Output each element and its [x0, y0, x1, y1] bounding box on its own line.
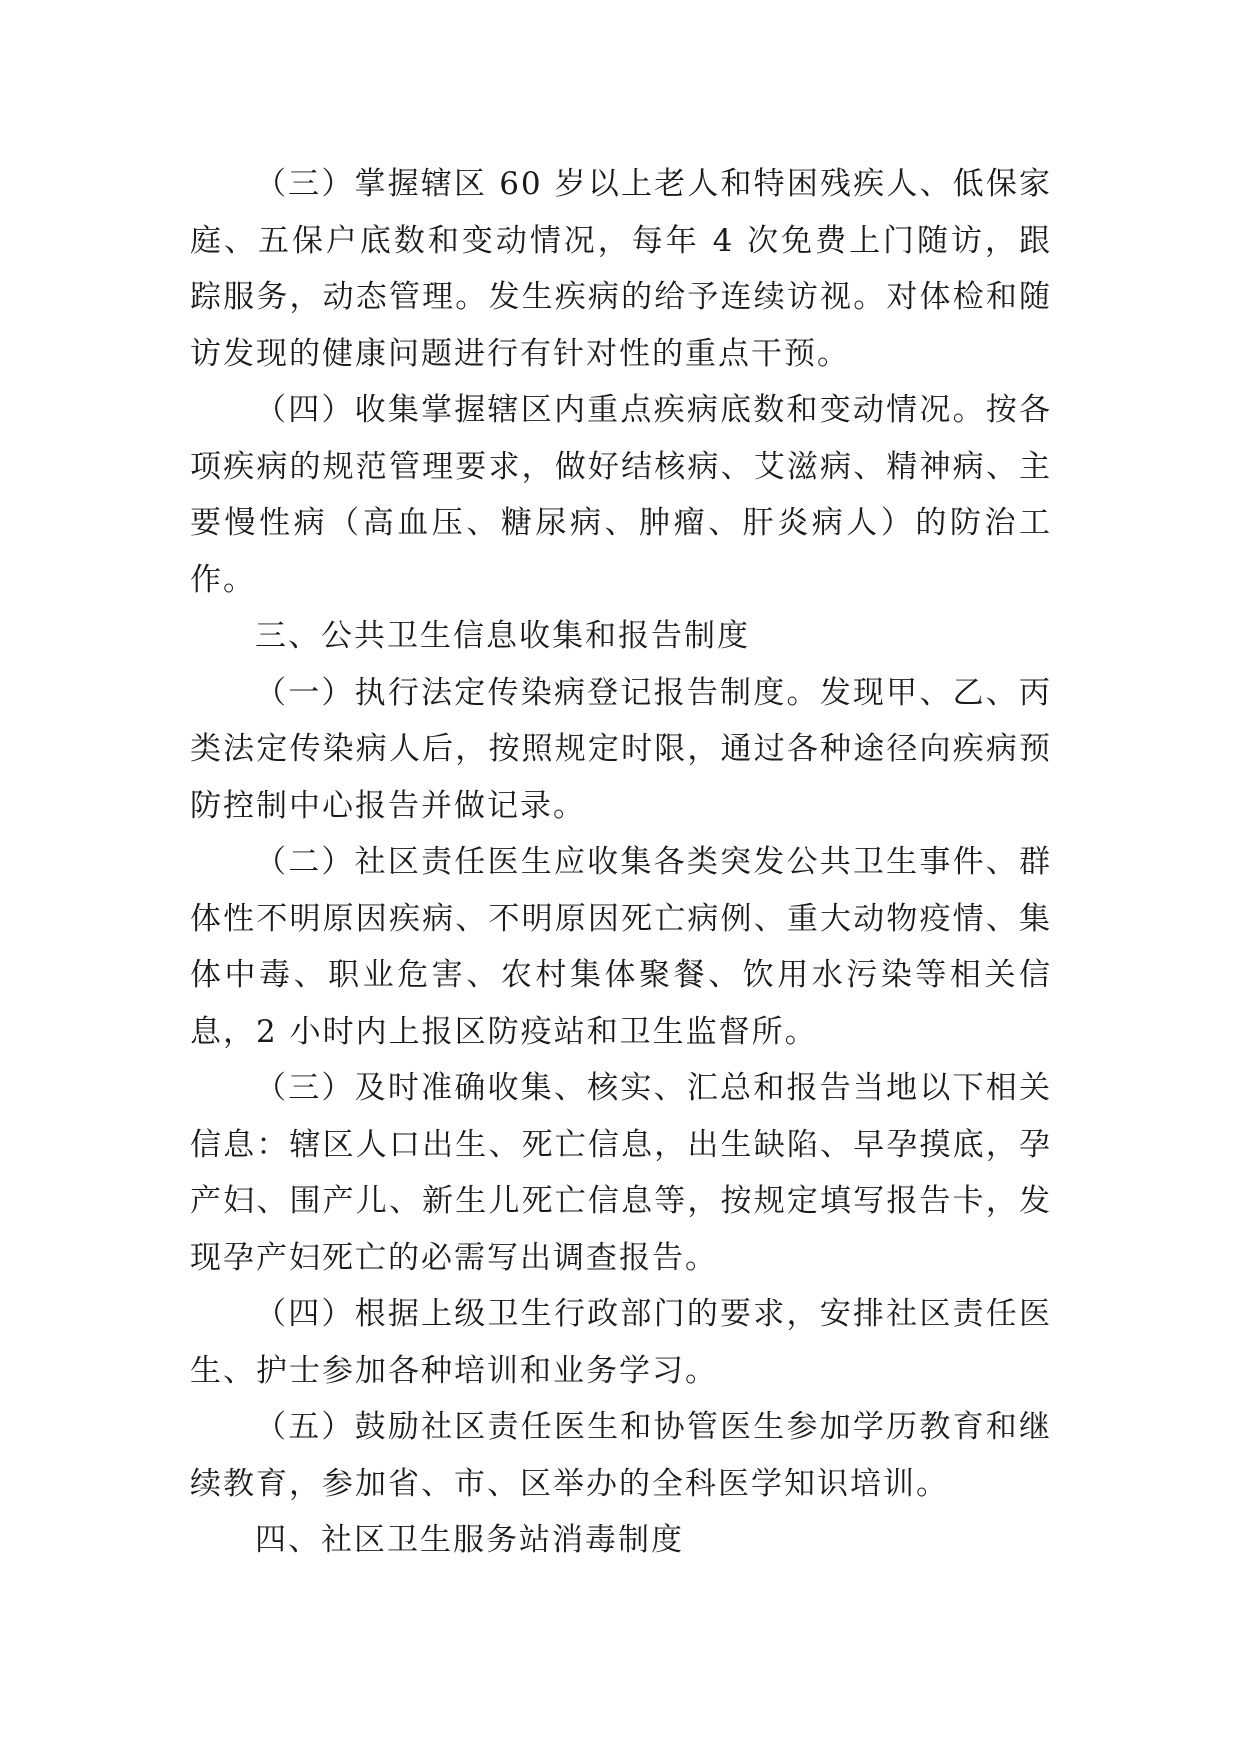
- paragraph-continuing-education: （五）鼓励社区责任医生和协管医生参加学历教育和继续教育，参加省、市、区举办的全科医学知识培训。: [190, 1409, 1052, 1502]
- paragraph-staff-training: （四）根据上级卫生行政部门的要求，安排社区责任医生、护士参加各种培训和业务学习。: [190, 1296, 1052, 1389]
- document-body: [190, 156, 1052, 1569]
- paragraph-birth-death-info: （三）及时准确收集、核实、汇总和报告当地以下相关信息：辖区人口出生、死亡信息，出生缺陷、早孕摸底，孕产妇、围产儿、新生儿死亡信息等，按规定填写报告卡，发现孕产妇死亡的必需写出调查报告。: [190, 1070, 1052, 1276]
- section-heading-public-health-info: 三、公共卫生信息收集和报告制度: [255, 618, 750, 654]
- section-heading-disinfection: 四、社区卫生服务站消毒制度: [255, 1522, 684, 1558]
- paragraph-emergency-event-info: （二）社区责任医生应收集各类突发公共卫生事件、群体性不明原因疾病、不明原因死亡病例、重大动物疫情、集体中毒、职业危害、农村集体聚餐、饮用水污染等相关信息，2 小时内上报区防疫站和卫生监督所。: [190, 844, 1052, 1050]
- paragraph-key-disease-management: （四）收集掌握辖区内重点疾病底数和变动情况。按各项疾病的规范管理要求，做好结核病、艾滋病、精神病、主要慢性病（高血压、糖尿病、肿瘤、肝炎病人）的防治工作。: [190, 392, 1052, 598]
- paragraph-infectious-disease-reporting: （一）执行法定传染病登记报告制度。发现甲、乙、丙类法定传染病人后，按照规定时限，通过各种途径向疾病预防控制中心报告并做记录。: [190, 674, 1052, 824]
- paragraph-elderly-followup: （三）掌握辖区 60 岁以上老人和特困残疾人、低保家庭、五保户底数和变动情况，每年 4 次免费上门随访，跟踪服务，动态管理。发生疾病的给予连续访视。对体检和随访发现的健康问题进行有针对性的重点干预。: [190, 166, 1052, 372]
